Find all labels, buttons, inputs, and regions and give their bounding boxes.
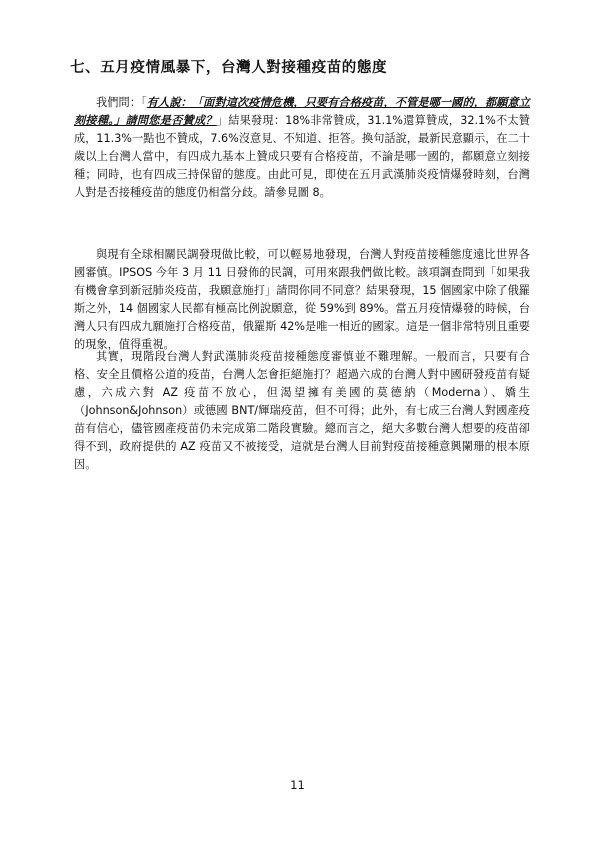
paragraph-close-quote: 」 bbox=[216, 114, 229, 127]
page-number: 11 bbox=[290, 778, 305, 792]
paragraph-intro: 我們問：「 bbox=[96, 96, 147, 109]
paragraph-conclusion: 其實，現階段台灣人對武漢肺炎疫苗接種態度審慎並不難理解。一般而言，只要有合格、安全且價格公道的疫苗，台灣人怎會拒絕施打？超過六成的台灣人對中國研發疫苗有疑慮，六成六對 AZ 疫苗不放心，但渴望擁有美國的莫德納（Moderna）、嬌生（Johnson&Johnson）或德國 BNT/輝瑞疫苗，但不可得；此外，有七成三台灣人對國產疫苗有信心，儘管國產疫苗仍未完成第二階段實驗。總而言之，絕大多數台灣人想要的疫苗卻得不到，政府提供的 AZ 疫苗又不被接受，這就是台灣人目前對疫苗接種意興闌珊的根本原因。 bbox=[74, 350, 530, 471]
paragraph-survey-result bbox=[74, 94, 530, 202]
survey-question: 有人說：「面對這次疫情危機，只要有合格疫苗，不管是哪一國的，都願意立刻接種。」請問您是否贊成？ bbox=[74, 96, 530, 127]
section-heading: 七、五月疫情風暴下，台灣人對接種疫苗的態度 bbox=[70, 60, 388, 76]
paragraph-body: 結果發現：18%非常贊成，31.1%還算贊成，32.1%不太贊成，11.3%一點也不贊成，7.6%沒意見、不知道、拒答。換句話說，最新民意顯示，在二十歲以上台灣人當中，有四成九基本上贊成只要有合格疫苗，不論是哪一國的，都願意立刻接種；同時，也有四成三持保留的態度。由此可見，即使在五月武漢肺炎疫情爆發時刻，台灣人對是否接種疫苗的態度仍相當分歧。請參見圖 8。 bbox=[74, 114, 530, 199]
paragraph-global-comparison: 與現有全球相關民調發現做比較，可以輕易地發現，台灣人對疫苗接種態度遠比世界各國審慎。IPSOS 今年 3 月 11 日發佈的民調，可用來跟我們做比較。該項調查問到「如果我有機會拿到新冠肺炎疫苗，我願意施打」請問你同不同意？結果發現，15 個國家中除了俄羅斯之外，14 個國家人民都有極高比例說願意，從 59%到 89%。當五月疫情爆發的時候，台灣人只有四成九願施打合格疫苗，俄羅斯 42%是唯一相近的國家。這是一個非常特別且重要的現象，值得重視。 bbox=[74, 248, 530, 351]
